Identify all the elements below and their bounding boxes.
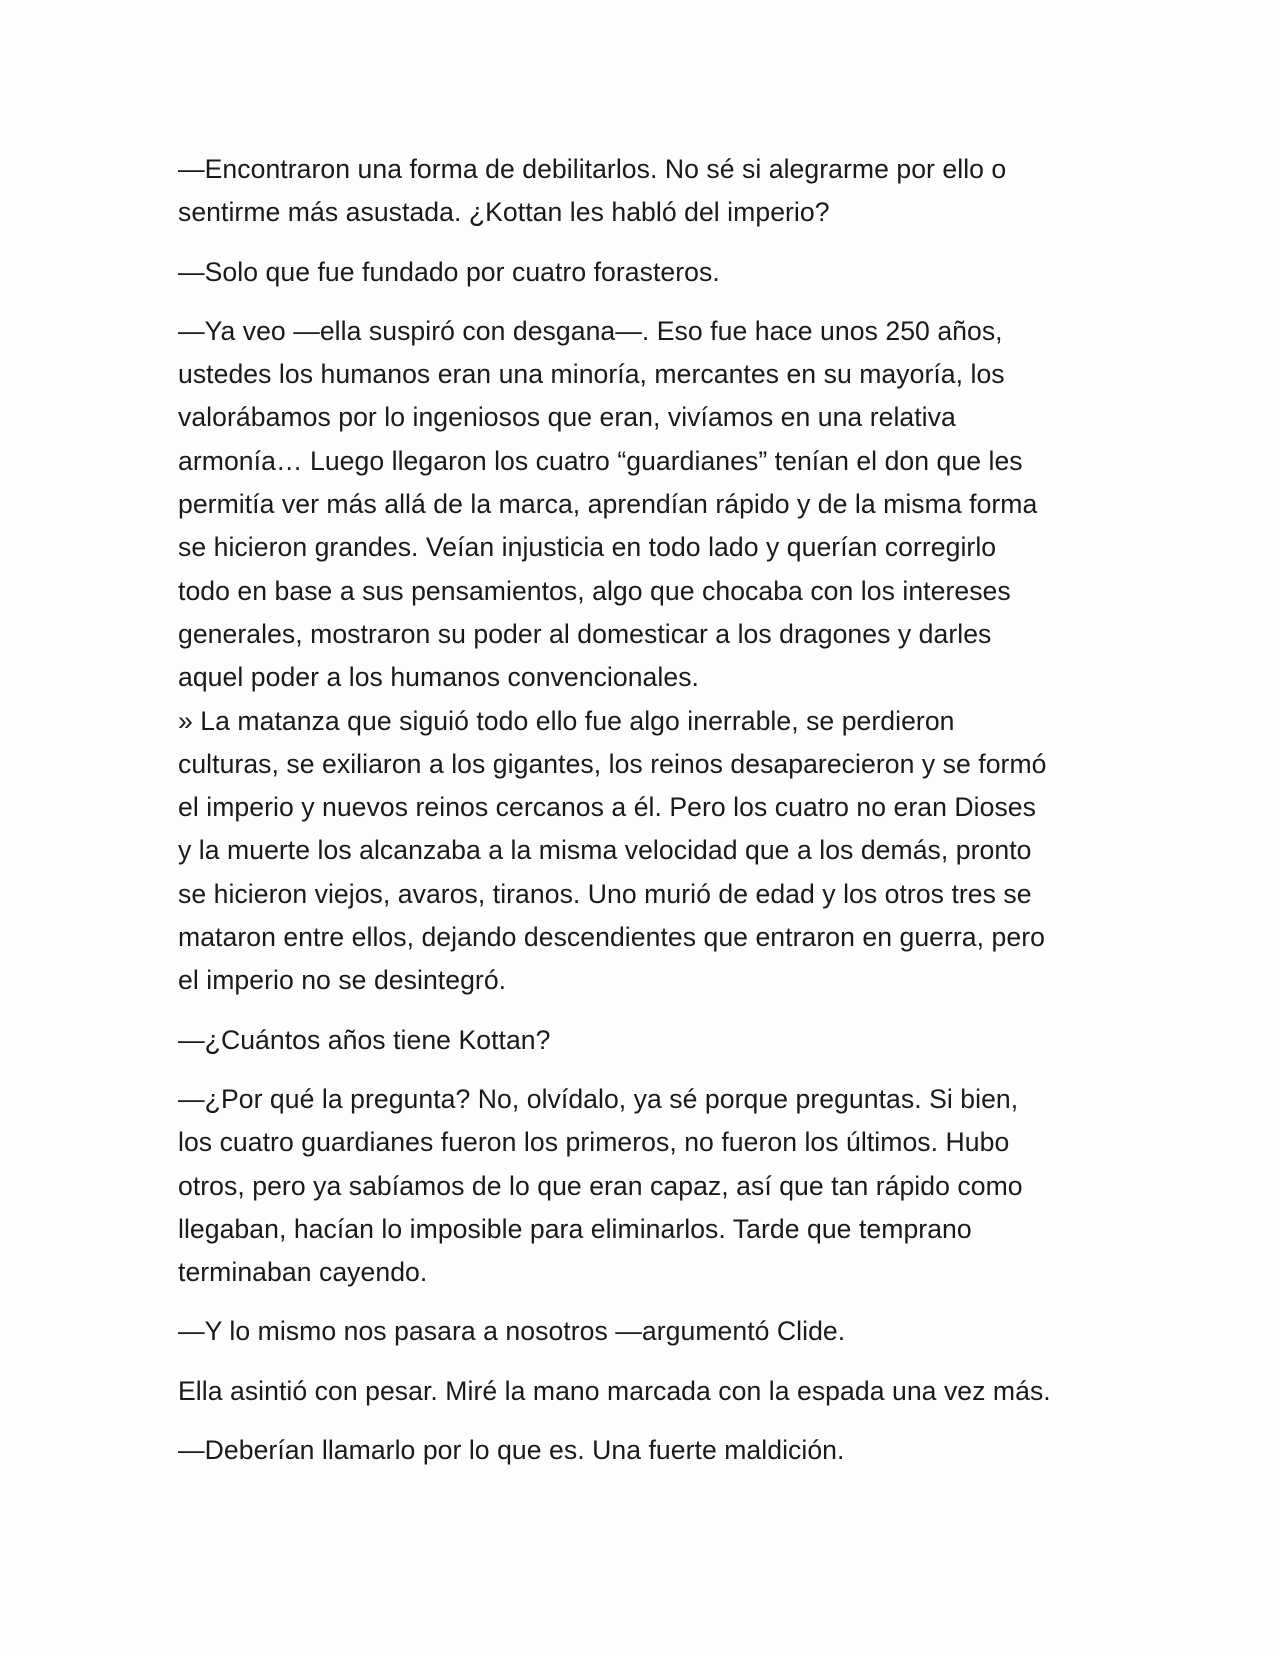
text-line: mataron entre ellos, dejando descendientes que entraron en guerra, pero bbox=[178, 922, 1045, 953]
paragraph bbox=[178, 1370, 1108, 1413]
text-line: los cuatro guardianes fueron los primeros, no fueron los últimos. Hubo bbox=[178, 1127, 1010, 1158]
text-line: —Ya veo —ella suspiró con desgana—. Eso fue hace unos 250 años, bbox=[178, 315, 1003, 346]
text-line: —Y lo mismo nos pasara a nosotros —argumentó Clide. bbox=[178, 1316, 846, 1347]
paragraph bbox=[178, 1429, 1108, 1472]
paragraph bbox=[178, 1019, 1108, 1062]
text-line: todo en base a sus pensamientos, algo que chocaba con los intereses bbox=[178, 575, 1011, 606]
text-line: ustedes los humanos eran una minoría, mercantes en su mayoría, los bbox=[178, 359, 1005, 390]
text-line: aquel poder a los humanos convencionales. bbox=[178, 662, 699, 693]
text-line: llegaban, hacían lo imposible para eliminarlos. Tarde que temprano bbox=[178, 1213, 972, 1244]
text-line: permitía ver más allá de la marca, aprendían rápido y de la misma forma bbox=[178, 489, 1038, 520]
text-line: se hicieron grandes. Veían injusticia en todo lado y querían corregirlo bbox=[178, 532, 997, 563]
text-line: generales, mostraron su poder al domesticar a los dragones y darles bbox=[178, 618, 992, 649]
text-line: se hicieron viejos, avaros, tiranos. Uno murió de edad y los otros tres se bbox=[178, 878, 1032, 909]
text-line: el imperio no se desintegró. bbox=[178, 965, 507, 996]
text-line: » La matanza que siguió todo ello fue algo inerrable, se perdieron bbox=[178, 705, 955, 736]
text-line: —Encontraron una forma de debilitarlos. No sé si alegrarme por ello o bbox=[178, 154, 1007, 184]
text-line: —Deberían llamarlo por lo que es. Una fuerte maldición. bbox=[178, 1435, 845, 1466]
text-line: valorábamos por lo ingeniosos que eran, vivíamos en una relativa bbox=[178, 402, 956, 433]
text-line: —¿Cuántos años tiene Kottan? bbox=[178, 1024, 551, 1055]
text-line: —Solo que fue fundado por cuatro forasteros. bbox=[178, 256, 720, 287]
paragraph bbox=[178, 310, 1108, 700]
text-line: terminaban cayendo. bbox=[178, 1257, 428, 1288]
paragraph bbox=[178, 700, 1108, 1003]
paragraph bbox=[178, 148, 1108, 235]
text-line: —¿Por qué la pregunta? No, olvídalo, ya sé porque preguntas. Si bien, bbox=[178, 1083, 1019, 1114]
paragraph bbox=[178, 1078, 1108, 1294]
text-line: y la muerte los alcanzaba a la misma velocidad que a los demás, pronto bbox=[178, 835, 1032, 866]
paragraph bbox=[178, 1310, 1108, 1353]
text-line: sentirme más asustada. ¿Kottan les habló del imperio? bbox=[178, 197, 830, 228]
text-line: armonía… Luego llegaron los cuatro “guardianes” tenían el don que les bbox=[178, 445, 1023, 476]
paragraph bbox=[178, 251, 1108, 294]
text-line: culturas, se exiliaron a los gigantes, los reinos desaparecieron y se formó bbox=[178, 748, 1047, 779]
text-line: el imperio y nuevos reinos cercanos a él. Pero los cuatro no eran Dioses bbox=[178, 792, 1036, 823]
text-line: Ella asintió con pesar. Miré la mano marcada con la espada una vez más. bbox=[178, 1375, 1051, 1406]
document-page bbox=[178, 148, 1108, 1488]
text-line: otros, pero ya sabíamos de lo que eran capaz, así que tan rápido como bbox=[178, 1170, 1023, 1201]
